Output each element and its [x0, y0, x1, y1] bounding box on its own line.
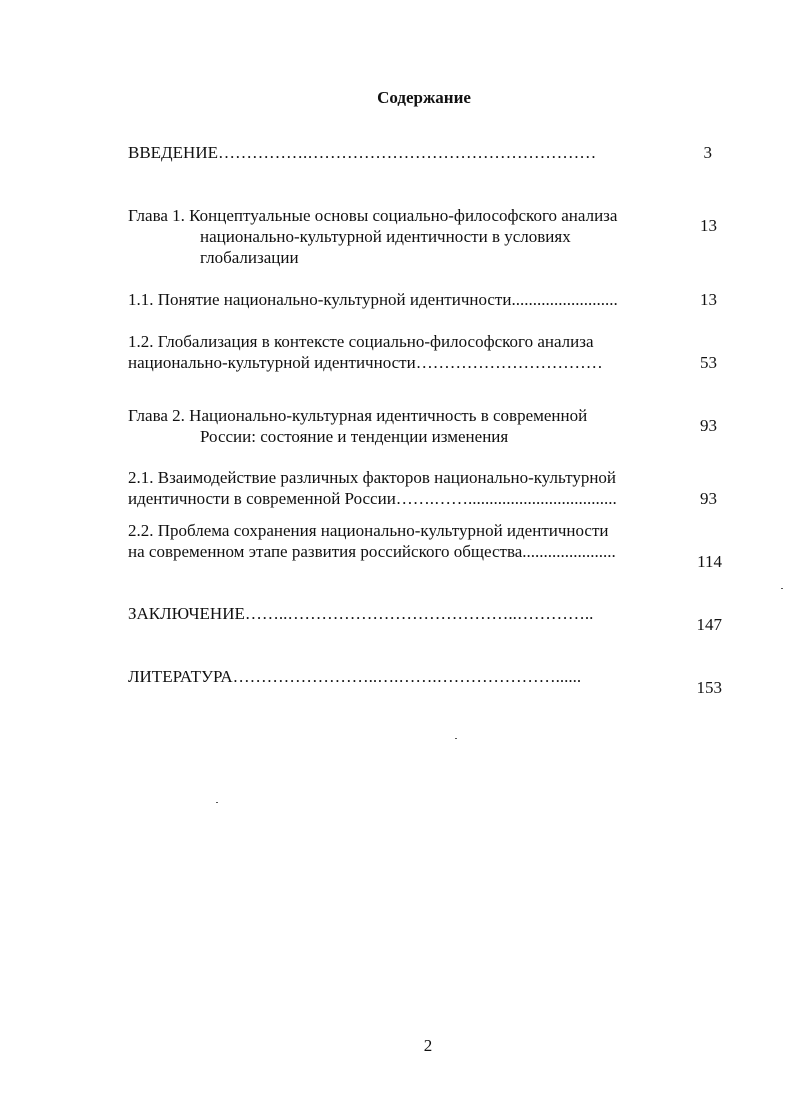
toc-entry-text: национально-культурной идентичности……………………………: [128, 353, 603, 372]
toc-entry-text: 2.1. Взаимодействие различных факторов национально-культурной: [128, 468, 617, 487]
toc-entry-text: ЛИТЕРАТУРА……………………..….…….…………………......: [128, 667, 582, 686]
toc-page-number: 147: [696, 615, 722, 634]
toc-entry-text: идентичности в современной России…….……...................................: [128, 489, 617, 508]
toc-entry-text: Глава 1. Концептуальные основы социально-философского анализа: [128, 206, 618, 225]
toc-page-number: 153: [696, 678, 722, 697]
toc-page-number: 53: [700, 353, 717, 372]
toc-entry-text: 1.2. Глобализация в контексте социально-философского анализа: [128, 332, 594, 351]
toc-entry-text: ЗАКЛЮЧЕНИЕ……..…………………………………..…………..: [128, 604, 594, 623]
scan-speck: [781, 588, 783, 589]
scan-speck: [216, 802, 218, 803]
toc-entry-text: на современном этапе развития российского общества......................: [128, 542, 616, 561]
toc-page-number: 3: [703, 143, 712, 162]
toc-page-number: 13: [700, 216, 717, 235]
toc-page-number: 13: [700, 290, 717, 309]
toc-entry-text: Глава 2. Национально-культурная идентичность в современной: [128, 406, 588, 425]
toc-entry-text: 2.2. Проблема сохранения национально-культурной идентичности: [128, 521, 609, 540]
page-title: Содержание: [377, 88, 471, 107]
toc-entry-text: ВВЕДЕНИЕ…………….……………………………………………: [128, 143, 597, 162]
toc-page-number: 93: [700, 416, 717, 435]
toc-page-number: 114: [697, 552, 722, 571]
toc-entry-text: 1.1. Понятие национально-культурной идентичности.........................: [128, 290, 618, 309]
toc-entry-text: глобализации: [200, 248, 299, 267]
toc-entry-text: России: состояние и тенденции изменения: [200, 427, 509, 446]
page-number: 2: [423, 1036, 433, 1055]
toc-entry-text: национально-культурной идентичности в условиях: [200, 227, 571, 246]
scan-speck: [455, 738, 457, 739]
toc-page-number: 93: [700, 489, 717, 508]
